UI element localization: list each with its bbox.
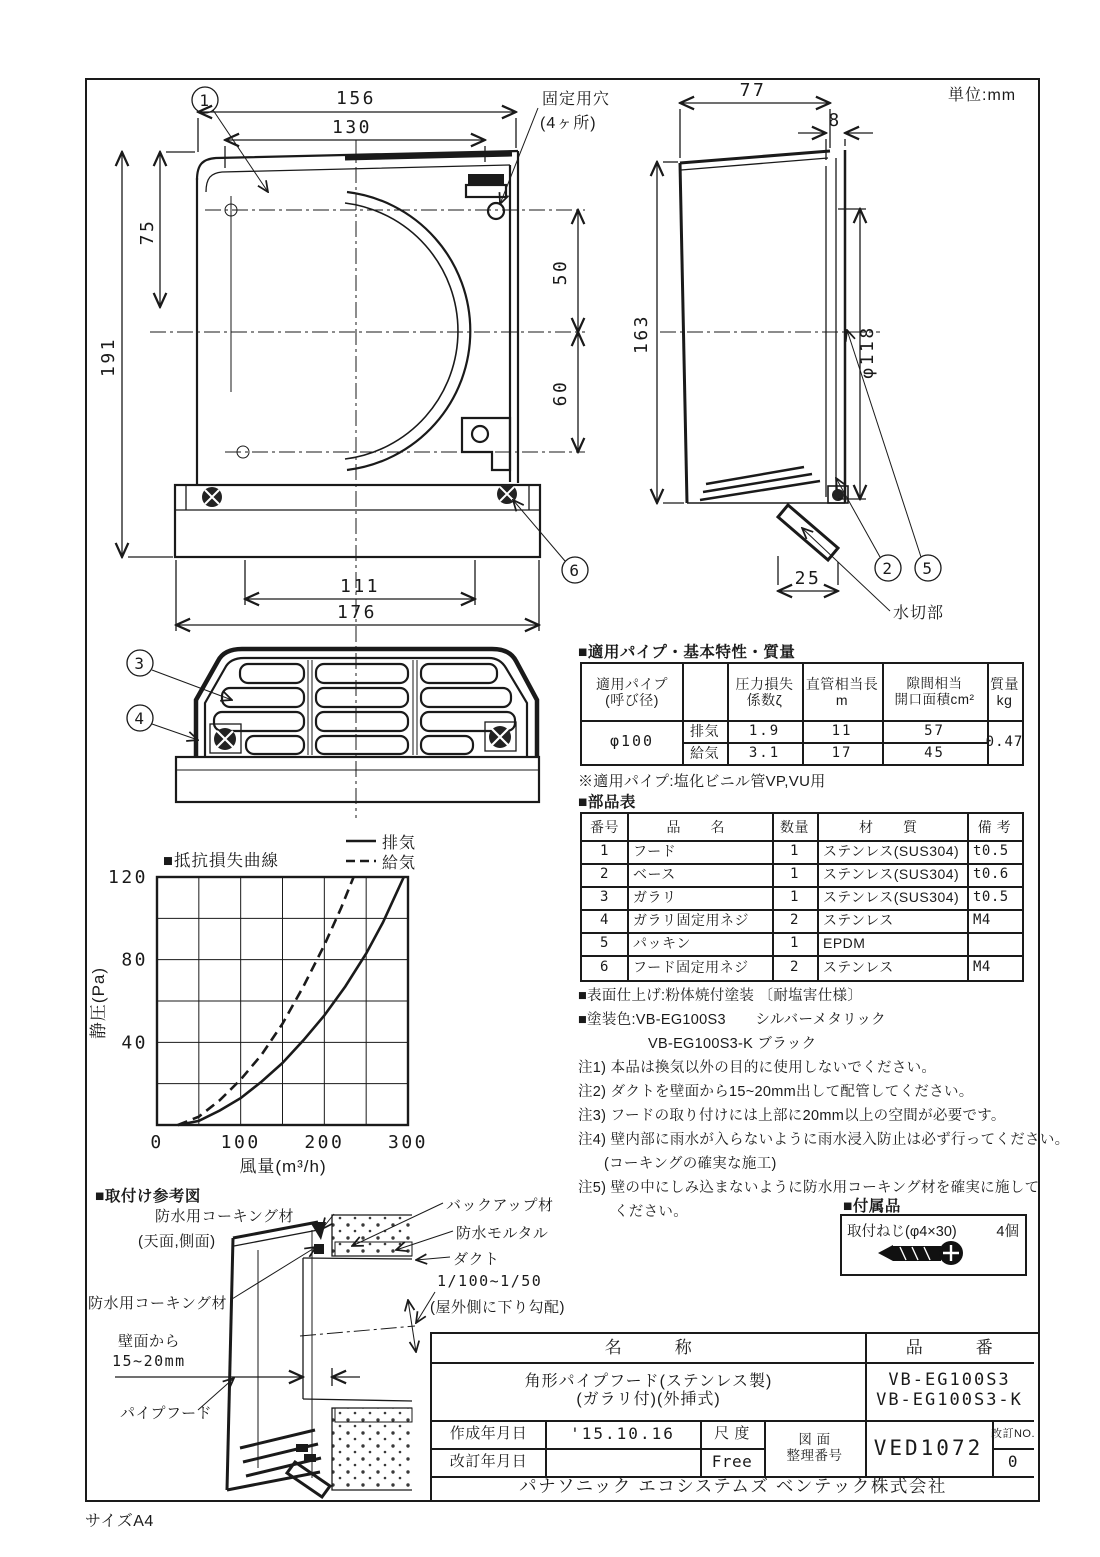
side-dimensions xyxy=(657,103,873,591)
parts-row-name: パッキン xyxy=(633,935,691,952)
product-name: 角形パイプフード(ステンレス製) (ガラリ付)(外挿式) xyxy=(524,1372,773,1408)
parts-row-no: 3 xyxy=(600,889,609,906)
svg-text:300: 300 xyxy=(387,1132,429,1153)
paint-color-line1: ■塗装色:VB-EG100S3 シルバーメタリック xyxy=(578,1012,886,1028)
wall-distance-value: 15~20mm xyxy=(112,1352,186,1370)
front-base-screws xyxy=(202,484,517,507)
svg-text:80: 80 xyxy=(121,949,148,971)
accessories-box xyxy=(840,1214,1027,1276)
front-dim-60: 60 xyxy=(550,379,571,407)
mass-value: 0.47 xyxy=(985,733,1024,750)
name-header: 名 称 xyxy=(604,1338,693,1358)
front-hole-marks xyxy=(225,196,249,458)
note-1: 注1) 本品は換気以外の目的に使用しないでください。 xyxy=(578,1060,937,1076)
install-hood xyxy=(227,1222,330,1497)
install-wall xyxy=(332,1215,412,1490)
parts-row-note: M4 xyxy=(973,959,991,976)
exhaust-loss: 1.9 xyxy=(748,722,781,739)
parts-row-qty: 1 xyxy=(790,866,799,883)
svg-text:200: 200 xyxy=(304,1132,345,1153)
backup-label: バックアップ材 xyxy=(446,1197,554,1214)
bottom-view xyxy=(127,649,539,802)
svg-text:1: 1 xyxy=(199,91,211,110)
front-dim-191: 191 xyxy=(98,336,119,378)
parts-row-note: t0.5 xyxy=(973,889,1009,906)
parts-row-note: t0.5 xyxy=(973,843,1009,860)
company-name: パナソニック エコシステムズ ベンテック株式会社 xyxy=(519,1475,947,1496)
accessory-item: 取付ねじ(φ4×30) xyxy=(847,1224,957,1240)
parts-row-no: 5 xyxy=(600,935,609,952)
pipe-col-header: 適用パイプ (呼び径) xyxy=(595,675,669,708)
legend-supply: 給気 xyxy=(382,855,417,872)
surface-finish-note: ■表面仕上げ:粉体焼付塗装 〔耐塩害仕様〕 xyxy=(578,988,863,1004)
callout-3 xyxy=(127,650,232,700)
callout-4 xyxy=(127,705,198,740)
supply-row-label: 給気 xyxy=(690,744,719,761)
chart-plot xyxy=(108,867,428,1153)
paint-color-line2: VB-EG100S3-K ブラック xyxy=(648,1036,817,1052)
pipe-size-cell: φ100 xyxy=(609,732,655,751)
side-drip xyxy=(778,489,844,560)
front-dim-111: 111 xyxy=(339,576,381,597)
svg-text:4: 4 xyxy=(134,709,146,728)
parts-row-material: EPDM xyxy=(823,935,866,952)
pipe-table-title: ■適用パイプ・基本特性・質量 xyxy=(578,644,796,661)
svg-text:0: 0 xyxy=(150,1132,164,1153)
bottom-louver-slats xyxy=(214,664,515,754)
parts-row-qty: 1 xyxy=(790,935,799,952)
front-dim-176: 176 xyxy=(336,602,378,623)
title-block xyxy=(430,1332,1040,1502)
install-wall-dim xyxy=(115,1368,360,1386)
side-dim-77: 77 xyxy=(739,80,767,101)
wall-distance-label: 壁面から xyxy=(118,1333,181,1350)
part-number-header: 品 番 xyxy=(905,1338,994,1358)
parts-header-no: 番号 xyxy=(590,818,619,835)
parts-header-qty: 数量 xyxy=(780,818,809,835)
pipe-hood-label: パイプフード xyxy=(120,1405,213,1422)
note-5b: ください。 xyxy=(614,1204,688,1220)
install-slope xyxy=(300,1300,416,1352)
drip-label: 水切部 xyxy=(893,605,945,622)
chart-legend xyxy=(346,834,416,872)
fixing-hole-label: 固定用穴 xyxy=(542,91,611,108)
exhaust-row-label: 排気 xyxy=(690,722,719,739)
chart-ylabel: 静圧(Pa) xyxy=(89,966,108,1040)
drawing-number-label: 図 面 整理番号 xyxy=(786,1432,843,1463)
caulk-top-label2: (天面,側面) xyxy=(138,1233,216,1250)
svg-text:5: 5 xyxy=(922,559,934,578)
exhaust-gap: 57 xyxy=(924,722,945,739)
parts-header-name: 品 名 xyxy=(666,818,733,835)
units-label: 単位:mm xyxy=(948,87,1017,104)
supply-length: 17 xyxy=(831,744,853,761)
parts-row-no: 2 xyxy=(600,866,609,883)
length-col-header: 直管相当長 m xyxy=(805,675,879,708)
parts-row-name: フード固定用ネジ xyxy=(633,959,749,976)
note-3: 注3) フードの取り付けには上部に20mm以上の空間が必要です。 xyxy=(578,1108,1006,1124)
parts-row-name: ベース xyxy=(633,866,676,883)
parts-row-qty: 2 xyxy=(790,912,799,929)
parts-header-material: 材 質 xyxy=(859,818,925,835)
note-5: 注5) 壁の中にしみ込まないように防水用コーキング材を確実に施して xyxy=(578,1180,1040,1196)
parts-table-title: ■部品表 xyxy=(578,794,636,811)
legend-exhaust: 排気 xyxy=(382,835,417,852)
svg-text:6: 6 xyxy=(569,561,581,580)
side-view xyxy=(631,80,944,622)
parts-row-note: t0.6 xyxy=(973,866,1009,883)
accessory-qty: 4個 xyxy=(996,1224,1019,1240)
front-fixing-tab xyxy=(466,174,506,219)
front-dim-50: 50 xyxy=(550,258,571,286)
parts-row-qty: 2 xyxy=(790,959,799,976)
parts-row-name: ガラリ xyxy=(633,889,677,906)
caulk-top-label: 防水用コーキング材 xyxy=(155,1208,295,1225)
install-leaders xyxy=(198,1203,453,1410)
chart-title: ■抵抗損失曲線 xyxy=(163,852,279,870)
created-date-label: 作成年月日 xyxy=(449,1425,528,1443)
gap-col-header: 隙間相当 開口面積cm² xyxy=(894,676,975,707)
fixing-hole-count: (4ヶ所) xyxy=(540,115,597,132)
parts-row-material: ステンレス xyxy=(823,959,894,976)
side-dim-163: 163 xyxy=(631,313,652,355)
parts-row-qty: 1 xyxy=(790,843,799,860)
parts-row-note: M4 xyxy=(973,912,991,929)
accessories-title: ■付属品 xyxy=(843,1198,901,1215)
parts-row-material: ステンレス(SUS304) xyxy=(823,889,960,906)
exhaust-length: 11 xyxy=(831,722,853,739)
svg-text:100: 100 xyxy=(220,1132,261,1153)
front-pipe-arc xyxy=(345,192,470,470)
slope-label: 1/100~1/50 xyxy=(437,1272,543,1290)
chart-xlabel: 風量(m³/h) xyxy=(239,1157,327,1176)
front-lower-bracket xyxy=(462,418,510,470)
install-duct xyxy=(303,1258,412,1401)
mass-col-header: 質量 kg xyxy=(990,675,1019,708)
paper-size-label: サイズA4 xyxy=(85,1513,154,1530)
mortar-label: 防水モルタル xyxy=(456,1225,549,1242)
slope-label2: (屋外側に下り勾配) xyxy=(430,1299,565,1316)
revision-no-label: 改訂NO. xyxy=(990,1427,1036,1440)
note-2: 注2) ダクトを壁面から15~20mm出して配管してください。 xyxy=(578,1084,974,1100)
svg-text:2: 2 xyxy=(882,559,894,578)
scale-value: Free xyxy=(711,1451,753,1471)
parts-row-note xyxy=(967,932,1028,955)
parts-table xyxy=(580,812,1024,982)
side-outline xyxy=(680,150,848,503)
loss-col-header: 圧力損失 係数ζ xyxy=(735,675,794,708)
created-date-value: '15.10.16 xyxy=(570,1423,675,1443)
parts-header-note: 備 考 xyxy=(977,818,1012,835)
revision-no-value: 0 xyxy=(1007,1451,1019,1471)
drawing-number-value: VED1072 xyxy=(873,1435,984,1460)
callout-6 xyxy=(513,500,588,583)
front-base xyxy=(175,485,540,557)
front-dim-156: 156 xyxy=(335,88,377,109)
parts-row-no: 1 xyxy=(600,843,609,860)
duct-label: ダクト xyxy=(453,1251,500,1268)
install-ref-title: ■取付け参考図 xyxy=(95,1188,201,1205)
note-4: 注4) 壁内部に雨水が入らないように雨水浸入防止は必ず行ってください。 xyxy=(578,1132,1070,1148)
caulk-left-label: 防水用コーキング材 xyxy=(88,1295,228,1312)
side-dim-dia118: φ118 xyxy=(857,325,878,379)
part-numbers: VB-EG100S3 VB-EG100S3-K xyxy=(876,1370,1023,1410)
pipe-table xyxy=(580,662,1024,766)
revised-date-label: 改訂年月日 xyxy=(449,1453,528,1471)
front-dim-130: 130 xyxy=(331,117,373,138)
side-dim-8: 8 xyxy=(828,110,842,131)
supply-gap: 45 xyxy=(924,744,945,761)
svg-text:3: 3 xyxy=(134,654,146,673)
parts-row-name: フード xyxy=(633,843,677,860)
supply-loss: 3.1 xyxy=(748,744,781,761)
front-dim-75: 75 xyxy=(137,218,158,246)
parts-row-no: 4 xyxy=(600,912,609,929)
svg-text:120: 120 xyxy=(107,867,148,888)
pipe-table-footnote: ※適用パイプ:塩化ビニル管VP,VU用 xyxy=(578,773,826,790)
parts-row-qty: 1 xyxy=(790,889,799,906)
parts-row-material: ステンレス(SUS304) xyxy=(823,866,960,883)
svg-text:40: 40 xyxy=(121,1032,148,1054)
revised-date-value xyxy=(545,1448,700,1476)
scale-label: 尺 度 xyxy=(714,1425,750,1443)
front-view xyxy=(98,87,610,818)
parts-row-material: ステンレス xyxy=(823,912,894,929)
note-4b: (コーキングの確実な施工) xyxy=(604,1156,777,1172)
parts-row-name: ガラリ固定用ネジ xyxy=(633,912,749,929)
parts-row-material: ステンレス(SUS304) xyxy=(823,843,960,860)
parts-row-no: 6 xyxy=(600,959,609,976)
side-dim-25: 25 xyxy=(794,568,822,589)
